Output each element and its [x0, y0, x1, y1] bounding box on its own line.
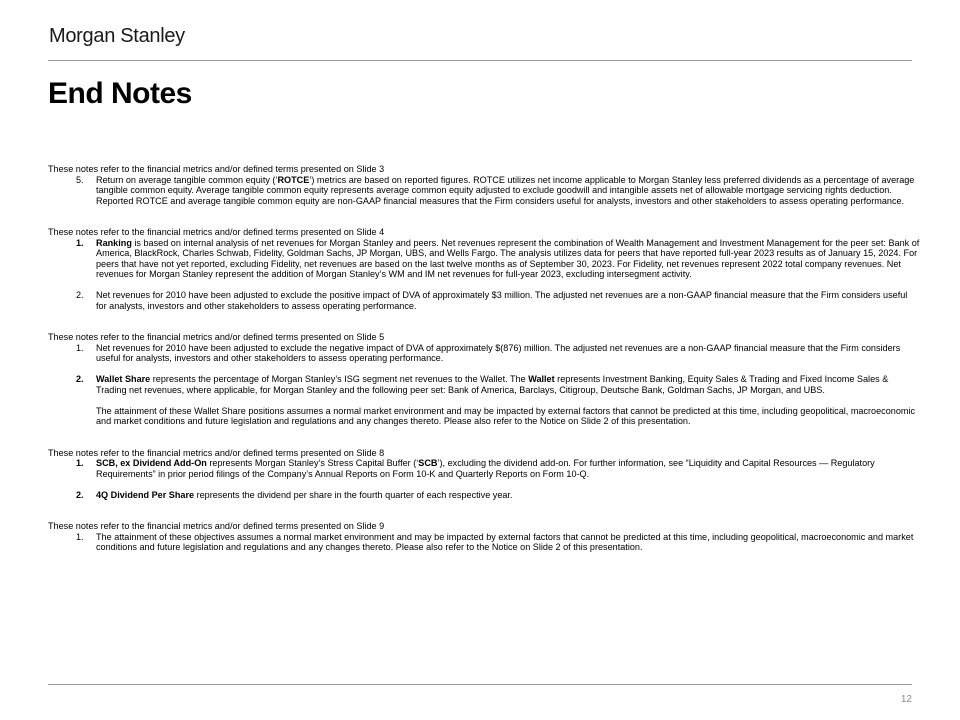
end-notes-body: [48, 164, 920, 553]
item-text: Net revenues for 2010 have been adjusted to exclude the negative impact of DVA of approximately $(876) million. The adjusted net revenues are a non-GAAP financial measure that the Firm considers useful for analysts, investors and other stakeholders to assess operating performance.: [96, 342, 901, 363]
list-item: [48, 374, 920, 427]
item-text: Wallet Share represents the percentage of Morgan Stanley’s ISG segment net revenues to the Wallet. The Wallet represents Investment Banking, Equity Sales & Trading and Fixed Income Sales & Trading net revenues, where applicable, for Morgan Stanley and the following peer set: Bank of America, Barclays, Citigroup, Deutsche Bank, Goldman Sachs, JP Morgan, and UBS. The attainment of these Wallet Share positions assumes a normal market environment and may be impacted by external factors that cannot be predicted at this time, including geopolitical, macroeconomic and market conditions and future legislation and regulations and any changes thereto. Please also refer to the Notice on Slide 2 of this presentation.: [96, 374, 920, 427]
item-text: Net revenues for 2010 have been adjusted to exclude the positive impact of DVA of approximately $3 million. The adjusted net revenues are a non-GAAP financial measure that the Firm considers useful for analysts, investors and other stakeholders to assess operating performance.: [96, 290, 908, 311]
page-title: End Notes: [48, 77, 192, 110]
notes-section-slide-8: [48, 448, 920, 501]
section-intro: These notes refer to the financial metrics and/or defined terms presented on Slide 5: [48, 332, 385, 342]
list-item: [48, 532, 920, 553]
item-text: SCB, ex Dividend Add-On represents Morgan Stanley’s Stress Capital Buffer (‘SCB’), excluding the dividend add-on. For further information, see “Liquidity and Capital Resources — Regulatory Requirements” in prior period filings of the Company’s Annual Reports on Form 10-K and Quarterly Reports on Form 10-Q.: [96, 458, 875, 479]
item-text: Return on average tangible common equity (‘ROTCE’) metrics are based on reported figures. ROTCE utilizes net income applicable to Morgan Stanley less preferred dividends as a percentage of average tangible common equity. Average tangible common equity represents average common equity adjusted to exclude goodwill and intangible assets net of allowable mortgage servicing rights deduction. Reported ROTCE and average tangible common equity are non-GAAP financial measures that the Firm considers useful for analysts, investors and other stakeholders to assess operating performance.: [96, 174, 915, 206]
item-text: The attainment of these objectives assumes a normal market environment and may be impacted by external factors that cannot be predicted at this time, including geopolitical, macroeconomic and market conditions and future legislation and regulations and any changes thereto. Please also refer to the Notice on Slide 2 of this presentation.: [96, 531, 914, 552]
item-text: 4Q Dividend Per Share represents the dividend per share in the fourth quarter of each respective year.: [96, 489, 513, 500]
item-number: 2.: [76, 290, 84, 300]
morgan-stanley-logo: Morgan Stanley: [49, 25, 185, 47]
section-intro: These notes refer to the financial metrics and/or defined terms presented on Slide 8: [48, 447, 385, 458]
list-item: [48, 490, 920, 501]
section-intro: These notes refer to the financial metrics and/or defined terms presented on Slide 3: [48, 164, 385, 174]
item-number: 2.: [76, 489, 84, 500]
page-number: 12: [900, 694, 912, 705]
notes-section-slide-3: [48, 164, 920, 206]
section-intro: These notes refer to the financial metrics and/or defined terms presented on Slide 4: [48, 227, 385, 237]
footer-divider: [48, 684, 912, 685]
item-text: Ranking is based on internal analysis of net revenues for Morgan Stanley and peers. Net revenues represent the combination of Wealth Management and Investment Management for the peer set: Bank of America, BlackRock, Charles Schwab, Fidelity, Goldman Sachs, JP Morgan, UBS, and Wells Fargo. The analysis utilizes data for peers that have reported full-year 2023 results as of January 15, 2024. For peers that have not yet reported, excluding Fidelity, net revenues are based on the last twelve months as of September 30, 2023. For Fidelity, net revenues represent 2022 total company revenues. Net revenues for Morgan Stanley represent the addition of Morgan Stanley’s WM and IM net revenues for full-year 2023, excluding intersegment activity.: [96, 237, 920, 279]
list-item: [48, 175, 920, 207]
item-number: 5.: [76, 174, 84, 185]
item-number: 1.: [76, 531, 84, 542]
list-item: [48, 343, 920, 364]
item-paragraph: The attainment of these Wallet Share positions assumes a normal market environment and may be impacted by external factors that cannot be predicted at this time, including geopolitical, macroeconomic and market conditions and future legislation and regulations and any changes thereto. Please also refer to the Notice on Slide 2 of this presentation.: [96, 405, 916, 426]
notes-section-slide-5: [48, 332, 920, 427]
item-number: 1.: [76, 458, 84, 468]
item-number: 1.: [76, 237, 84, 248]
list-item: [48, 458, 920, 479]
list-item: [48, 290, 920, 311]
notes-section-slide-4: [48, 227, 920, 311]
notes-section-slide-9: [48, 521, 920, 553]
item-number: 2.: [76, 374, 84, 384]
section-intro: These notes refer to the financial metrics and/or defined terms presented on Slide 9: [48, 521, 385, 531]
list-item: [48, 238, 920, 280]
header-divider: [48, 60, 912, 61]
item-number: 1.: [76, 342, 84, 353]
